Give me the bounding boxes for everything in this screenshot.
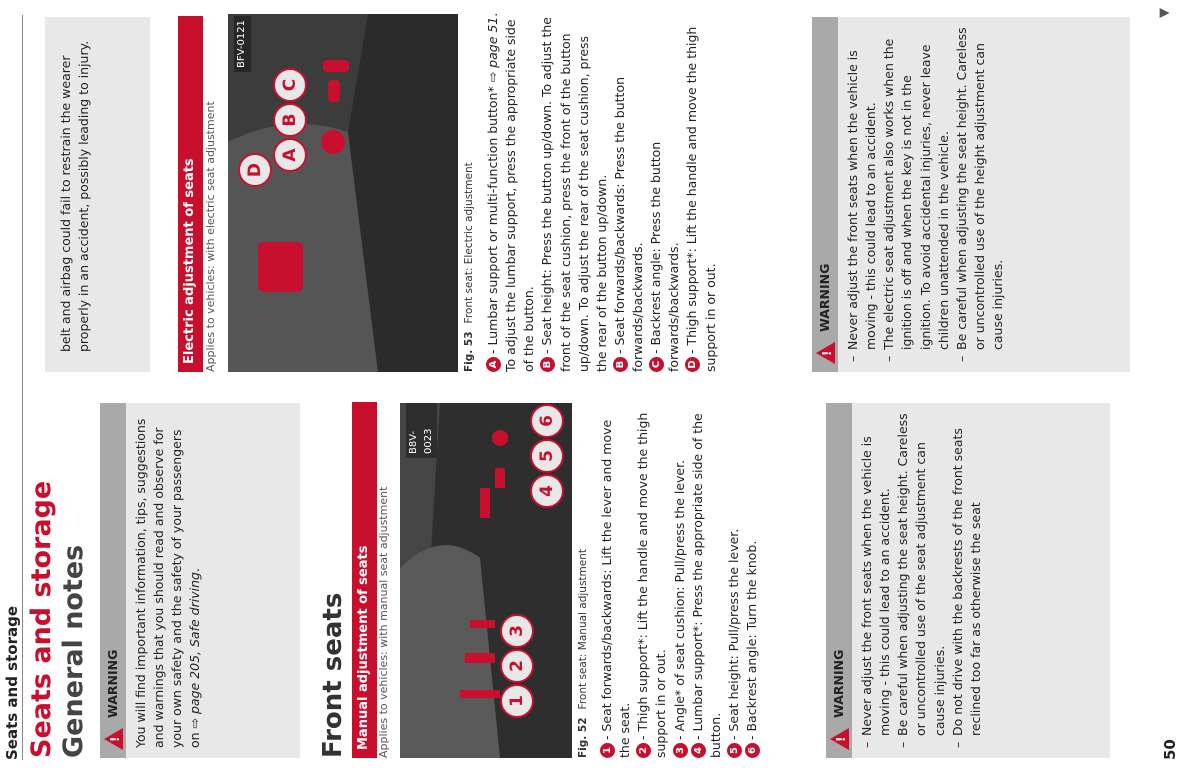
figure-callout: A — [273, 138, 307, 172]
continue-arrow-icon: ▼ — [1157, 8, 1172, 18]
item-text: - Angle* of seat cushion: Pull/press the lever. — [671, 459, 687, 740]
warning-bullet: – The electric seat adjustment also works when the ignition is off and when the key is not in the ignition. To avoid accidental injuries, never leave children unattended in the vehicle. — [880, 27, 953, 350]
seat-illustration — [228, 14, 458, 372]
running-header: Seats and storage — [3, 605, 21, 760]
warning-bullet: – Never adjust the front seats when the vehicle is moving - this could lead to an accident. — [844, 27, 880, 350]
item-letter-badge: B — [540, 357, 555, 372]
warning-text: You will find important information, tips, suggestions and warnings that you should read and observe for your own safety and the safety of your passengers on — [133, 418, 203, 748]
item-text: . To adjust the lumbar support, press the appropriate side of the button. — [485, 12, 537, 372]
lumbar-button-shape — [321, 130, 345, 154]
item-text: - Thigh support*: Lift the handle and move the thigh support in or out. — [684, 26, 718, 372]
item-number-badge: 3 — [673, 743, 688, 758]
manual-banner: Manual adjustment of seats — [352, 402, 377, 758]
manual-item — [634, 398, 670, 758]
manual-warning-box — [826, 403, 1110, 758]
figure-callout: D — [238, 153, 272, 187]
item-letter-badge: C — [649, 357, 664, 372]
warning-body — [852, 403, 993, 758]
electric-item — [538, 12, 611, 372]
warning-body — [838, 17, 1015, 372]
warning-header — [812, 17, 838, 372]
warning-label: WARNING — [830, 649, 846, 718]
lever-shape — [470, 620, 495, 628]
item-number-badge: 5 — [727, 743, 742, 758]
electric-warning-box — [812, 17, 1130, 372]
figure-callout: 5 — [530, 439, 564, 473]
item-letter-badge: A — [486, 357, 501, 372]
seat-button-shape — [328, 80, 340, 102]
figure-code: B8V-0023 — [406, 403, 437, 458]
item-number-badge: 6 — [745, 743, 760, 758]
item-text: - Seat forwards/backwards: Press the button forwards/backwards. — [611, 76, 645, 372]
figure-callout: 4 — [530, 474, 564, 508]
lever-shape — [495, 468, 505, 488]
chapter-title: Seats and storage — [26, 480, 57, 758]
figure-callout: C — [273, 68, 307, 102]
figure-caption-text: Front seat: Electric adjustment — [463, 162, 475, 324]
figure-callout: 3 — [500, 614, 534, 648]
electric-item — [611, 12, 647, 372]
item-number-badge: 2 — [636, 743, 651, 758]
item-letter-badge: B — [613, 357, 628, 372]
item-number-badge: 1 — [600, 743, 615, 758]
warning-bullet: – Do not drive with the backrests of the front seats reclined too far as otherwise the seat — [949, 413, 985, 736]
item-text: - Lumbar support*: Press the appropriate side of the button. — [689, 413, 723, 758]
manual-figure-caption — [576, 549, 591, 758]
warning-body — [45, 17, 101, 372]
electric-figure-caption — [462, 162, 477, 372]
electric-item — [647, 12, 683, 372]
manual-applies: Applies to vehicles: with manual seat adjustment — [377, 486, 390, 758]
manual-item — [671, 398, 689, 758]
warning-bullet: – Be careful when adjusting the seat height. Careless or uncontrolled use of the height adjustment can cause injuries. — [953, 27, 1007, 350]
item-text: - Backrest angle: Press the button forwards/backwards. — [648, 141, 682, 372]
item-letter-badge: D — [685, 357, 700, 372]
lever-shape — [460, 690, 500, 698]
warning-text-end: . — [187, 568, 203, 573]
page-link[interactable]: ⇨ page 51 — [485, 16, 500, 83]
backrest-button-shape — [323, 60, 349, 72]
figure-callout: 1 — [500, 684, 534, 718]
electric-seat-figure — [228, 14, 458, 372]
header-divider — [22, 15, 23, 760]
front-seats-title: Front seats — [318, 592, 348, 758]
warning-label: WARNING — [104, 649, 120, 718]
manual-items-list — [598, 398, 761, 758]
manual-item — [743, 398, 761, 758]
lever-shape — [480, 488, 490, 518]
general-warning-box — [100, 403, 300, 758]
warning-header — [826, 403, 852, 758]
thigh-support-shape — [258, 242, 303, 292]
manual-item — [725, 398, 743, 758]
item-text: - Backrest angle: Turn the knob. — [744, 540, 759, 740]
warning-triangle-icon: ! — [816, 342, 835, 364]
electric-item — [683, 12, 719, 372]
warning-triangle-icon: ! — [830, 728, 849, 750]
electric-items-list — [484, 12, 720, 372]
warning-bullet: – Be careful when adjusting the seat height. Careless or uncontrolled use of the seat adjustment can cause injuries. — [894, 413, 948, 736]
page-link[interactable]: ⇨ page 205, Safe driving — [187, 572, 203, 729]
item-text: - Seat height: Pull/press the lever. — [725, 528, 741, 740]
electric-item — [484, 12, 538, 372]
figure-callout: 2 — [500, 649, 534, 683]
warning-label: WARNING — [816, 263, 832, 332]
item-text: - Thigh support*: Lift the handle and move the thigh support in or out. — [635, 412, 669, 758]
section-title: General notes — [58, 544, 89, 758]
continued-text: belt and airbag could fail to restrain the wearer properly in an accident, possibly leading to injury. — [58, 40, 92, 352]
warning-header — [100, 403, 126, 758]
warning-triangle-icon: ! — [104, 728, 123, 750]
item-text: - Seat height: Press the button up/down. To adjust the front of the seat cushion, press the front of the button up/down. To adjust the rear of the seat cushion, press the rear of the button up/down. — [539, 17, 609, 372]
item-text: - Lumbar support or multi-function button* — [485, 82, 500, 354]
lever-shape — [465, 653, 495, 663]
figure-callout: B — [273, 103, 307, 137]
figure-code: BFV-0121 — [234, 16, 251, 72]
manual-item — [689, 398, 725, 758]
continued-warning-box — [45, 17, 150, 372]
item-text: - Seat forwards/backwards: Lift the lever and move the seat. — [599, 419, 633, 758]
manual-item — [598, 398, 634, 758]
warning-body — [126, 403, 213, 758]
figure-caption-text: Front seat: Manual adjustment — [577, 548, 589, 710]
knob-shape — [492, 430, 508, 446]
warning-bullet: – Never adjust the front seats when the vehicle is moving - this could lead to an accident. — [858, 413, 894, 736]
figure-callout: 6 — [530, 404, 564, 438]
electric-banner: Electric adjustment of seats — [178, 16, 203, 372]
item-number-badge: 4 — [691, 743, 706, 758]
figure-label: Fig. 53 — [463, 331, 475, 372]
page-number: 50 — [1161, 739, 1179, 760]
figure-label: Fig. 52 — [577, 717, 589, 758]
electric-applies: Applies to vehicles: with electric seat adjustment — [204, 101, 217, 372]
manual-seat-figure — [400, 403, 572, 758]
